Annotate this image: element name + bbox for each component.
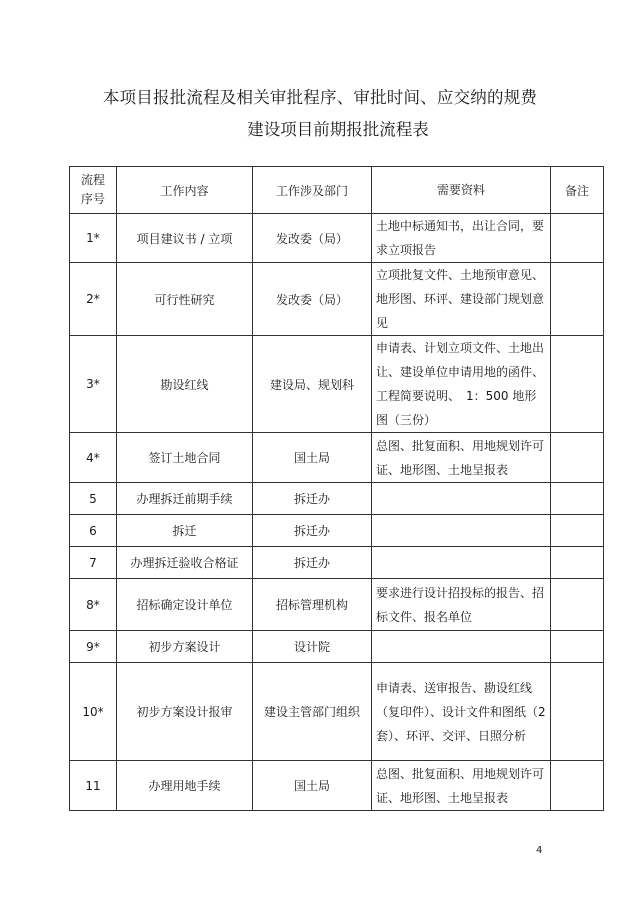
row-task: 招标确定设计单位 xyxy=(117,579,253,631)
row-docs: 总图、批复面积、用地规划许可证、地形图、土地呈报表 xyxy=(372,761,551,811)
row-note xyxy=(551,663,604,761)
row-docs: 土地中标通知书，出让合同，要求立项报告 xyxy=(372,214,551,263)
row-dept: 发改委（局） xyxy=(253,263,372,336)
row-dept: 发改委（局） xyxy=(253,214,372,263)
table-row xyxy=(70,631,604,663)
table-title: 建设项目前期报批流程表 xyxy=(247,120,429,139)
row-seq: 8* xyxy=(70,579,117,631)
row-dept: 建设主管部门组织 xyxy=(253,663,372,761)
row-docs: 立项批复文件、土地预审意见、地形图、环评、建设部门规划意见 xyxy=(372,263,551,336)
row-note xyxy=(551,761,604,811)
row-task: 拆迁 xyxy=(117,515,253,547)
header-note: 备注 xyxy=(551,167,604,214)
row-dept: 建设局、规划科 xyxy=(253,336,372,433)
row-note xyxy=(551,336,604,433)
approval-flow-table xyxy=(69,166,604,811)
row-docs: 总图、批复面积、用地规划许可证、地形图、土地呈报表 xyxy=(372,433,551,483)
row-docs: 申请表、计划立项文件、土地出让、建设单位申请用地的函件、工程简要说明、 1：500 地形图（三份） xyxy=(372,336,551,433)
row-note xyxy=(551,547,604,579)
row-note xyxy=(551,631,604,663)
header-seq xyxy=(70,167,117,214)
table-row xyxy=(70,761,604,811)
row-seq: 3* xyxy=(70,336,117,433)
row-task: 办理拆迁前期手续 xyxy=(117,483,253,515)
row-docs xyxy=(372,515,551,547)
table-header-row xyxy=(70,167,604,214)
row-task: 可行性研究 xyxy=(117,263,253,336)
page-number: 4 xyxy=(536,845,543,856)
row-docs xyxy=(372,483,551,515)
row-note xyxy=(551,483,604,515)
row-task: 办理用地手续 xyxy=(117,761,253,811)
row-docs: 要求进行设计招投标的报告、招标文件、报名单位 xyxy=(372,579,551,631)
row-task: 勘设红线 xyxy=(117,336,253,433)
table-row xyxy=(70,579,604,631)
row-note xyxy=(551,433,604,483)
row-seq: 5 xyxy=(70,483,117,515)
table-row xyxy=(70,263,604,336)
row-seq: 6 xyxy=(70,515,117,547)
row-seq: 10* xyxy=(70,663,117,761)
table-row xyxy=(70,547,604,579)
table-row xyxy=(70,663,604,761)
header-seq-line2: 序号 xyxy=(80,192,105,206)
table-row xyxy=(70,214,604,263)
row-task: 办理拆迁验收合格证 xyxy=(117,547,253,579)
row-note xyxy=(551,214,604,263)
row-seq: 7 xyxy=(70,547,117,579)
row-seq: 9* xyxy=(70,631,117,663)
row-dept: 国土局 xyxy=(253,761,372,811)
row-note xyxy=(551,579,604,631)
table-row xyxy=(70,515,604,547)
row-docs xyxy=(372,631,551,663)
table-row xyxy=(70,336,604,433)
row-dept: 拆迁办 xyxy=(253,547,372,579)
row-task: 初步方案设计 xyxy=(117,631,253,663)
row-docs xyxy=(372,547,551,579)
row-dept: 拆迁办 xyxy=(253,483,372,515)
row-task: 签订土地合同 xyxy=(117,433,253,483)
row-note xyxy=(551,515,604,547)
table-row xyxy=(70,433,604,483)
row-seq: 4* xyxy=(70,433,117,483)
row-dept: 招标管理机构 xyxy=(253,579,372,631)
row-dept: 国土局 xyxy=(253,433,372,483)
row-dept: 设计院 xyxy=(253,631,372,663)
header-seq-line1: 流程 xyxy=(80,173,105,187)
row-task: 初步方案设计报审 xyxy=(117,663,253,761)
table-row xyxy=(70,483,604,515)
header-docs: 需要资料 xyxy=(372,167,551,214)
row-seq: 1* xyxy=(70,214,117,263)
header-dept: 工作涉及部门 xyxy=(253,167,372,214)
row-note xyxy=(551,263,604,336)
row-seq: 11 xyxy=(70,761,117,811)
row-docs: 申请表、送审报告、勘设红线（复印件）、设计文件和图纸（2 套）、环评、交评、日照分析 xyxy=(372,663,551,761)
document-title: 本项目报批流程及相关审批程序、审批时间、应交纳的规费 xyxy=(102,88,538,107)
row-dept: 拆迁办 xyxy=(253,515,372,547)
header-task: 工作内容 xyxy=(117,167,253,214)
row-task: 项目建议书 / 立项 xyxy=(117,214,253,263)
row-seq: 2* xyxy=(70,263,117,336)
